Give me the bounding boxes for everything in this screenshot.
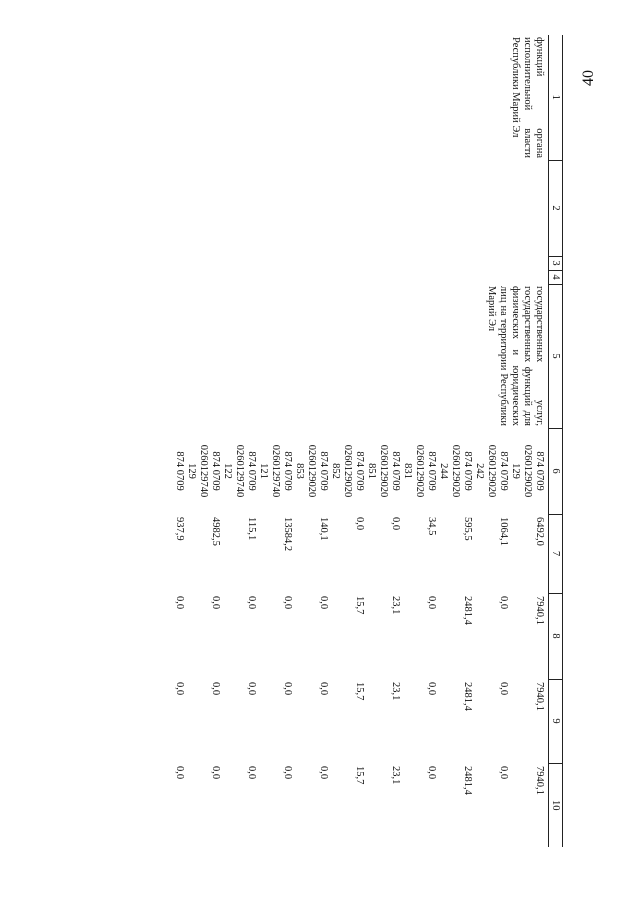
budget-code-cell: 874 0709 bbox=[174, 451, 185, 491]
value-col-7: 1064,1 bbox=[498, 517, 509, 546]
budget-code-cell: 874 0709 0260129740 129 bbox=[186, 444, 221, 498]
value-col-8: 0,0 bbox=[318, 596, 329, 610]
value-col-10: 0,0 bbox=[426, 766, 437, 780]
value-col-9: 0,0 bbox=[174, 682, 185, 696]
table-header-row bbox=[549, 35, 563, 847]
value-col-10: 7940,1 bbox=[534, 766, 545, 795]
value-col-9: 0,0 bbox=[210, 682, 221, 696]
value-col-7: 4982,5 bbox=[210, 517, 221, 546]
value-col-10: 0,0 bbox=[174, 766, 185, 780]
value-col-8: 0,0 bbox=[498, 596, 509, 610]
value-col-10: 0,0 bbox=[498, 766, 509, 780]
value-col-8: 0,0 bbox=[282, 596, 293, 610]
value-col-10: 0,0 bbox=[246, 766, 257, 780]
value-col-10: 2481,4 bbox=[462, 766, 473, 795]
value-col-7: 140,1 bbox=[318, 517, 329, 541]
rotated-table-container bbox=[3, 35, 563, 855]
value-col-7: 34,5 bbox=[426, 517, 437, 536]
value-col-9: 23,1 bbox=[390, 682, 401, 701]
value-col-7: 13584,2 bbox=[282, 517, 293, 552]
table-row bbox=[509, 35, 549, 847]
value-col-8: 15,7 bbox=[354, 596, 365, 615]
value-col-9: 15,7 bbox=[354, 682, 365, 701]
value-col-9: 0,0 bbox=[318, 682, 329, 696]
budget-code-cell: 874 0709 0260129020 242 bbox=[474, 444, 509, 498]
value-col-8: 0,0 bbox=[426, 596, 437, 610]
organ-function-cell: функций органа исполнительной власти Республики Марий Эл bbox=[510, 37, 545, 158]
value-col-8: 7940,1 bbox=[534, 596, 545, 625]
value-col-10: 15,7 bbox=[354, 766, 365, 785]
value-col-8: 2481,4 bbox=[462, 596, 473, 625]
value-col-7: 0,0 bbox=[354, 517, 365, 531]
value-col-9: 0,0 bbox=[498, 682, 509, 696]
budget-code-cell: 874 0709 0260129020 831 bbox=[402, 444, 437, 498]
value-col-7: 595,5 bbox=[462, 517, 473, 541]
value-col-9: 0,0 bbox=[246, 682, 257, 696]
header-col-7: 7 bbox=[549, 514, 563, 593]
value-col-7: 937,9 bbox=[174, 517, 185, 541]
header-col-5: 5 bbox=[549, 284, 563, 428]
budget-code-cell: 874 0709 0260129020 851 bbox=[366, 444, 401, 498]
header-col-1: 1 bbox=[549, 35, 563, 160]
header-col-8: 8 bbox=[549, 593, 563, 679]
budget-table bbox=[173, 35, 563, 847]
value-col-9: 7940,1 bbox=[534, 682, 545, 711]
value-col-9: 0,0 bbox=[426, 682, 437, 696]
value-col-9: 0,0 bbox=[282, 682, 293, 696]
header-col-10: 10 bbox=[549, 763, 563, 847]
value-col-10: 0,0 bbox=[210, 766, 221, 780]
value-col-7: 6492,0 bbox=[534, 517, 545, 546]
service-description-cell: государственных услуг, государственных функций для физических и юридических лиц на территории Республики Марий Эл bbox=[486, 286, 545, 426]
value-col-10: 0,0 bbox=[318, 766, 329, 780]
budget-code-cell: 874 0709 0260129740 121 bbox=[258, 444, 293, 498]
budget-code-cell: 874 0709 0260129020 129 bbox=[510, 444, 545, 498]
budget-code-cell: 874 0709 0260129740 122 bbox=[222, 444, 257, 498]
header-col-2: 2 bbox=[549, 160, 563, 256]
value-col-8: 0,0 bbox=[210, 596, 221, 610]
value-col-7: 0,0 bbox=[390, 517, 401, 531]
budget-code-cell: 874 0709 0260129020 853 bbox=[294, 444, 329, 498]
header-col-6: 6 bbox=[549, 428, 563, 514]
value-col-9: 2481,4 bbox=[462, 682, 473, 711]
header-col-4: 4 bbox=[549, 270, 563, 284]
header-col-3: 3 bbox=[549, 256, 563, 270]
page-number: 40 bbox=[580, 70, 597, 86]
value-col-8: 0,0 bbox=[174, 596, 185, 610]
budget-code-cell: 874 0709 0260129020 244 bbox=[438, 444, 473, 498]
value-col-10: 23,1 bbox=[390, 766, 401, 785]
value-col-8: 23,1 bbox=[390, 596, 401, 615]
budget-code-cell: 874 0709 0260129020 852 bbox=[330, 444, 365, 498]
header-col-9: 9 bbox=[549, 679, 563, 763]
value-col-7: 115,1 bbox=[246, 517, 257, 541]
value-col-10: 0,0 bbox=[282, 766, 293, 780]
value-col-8: 0,0 bbox=[246, 596, 257, 610]
